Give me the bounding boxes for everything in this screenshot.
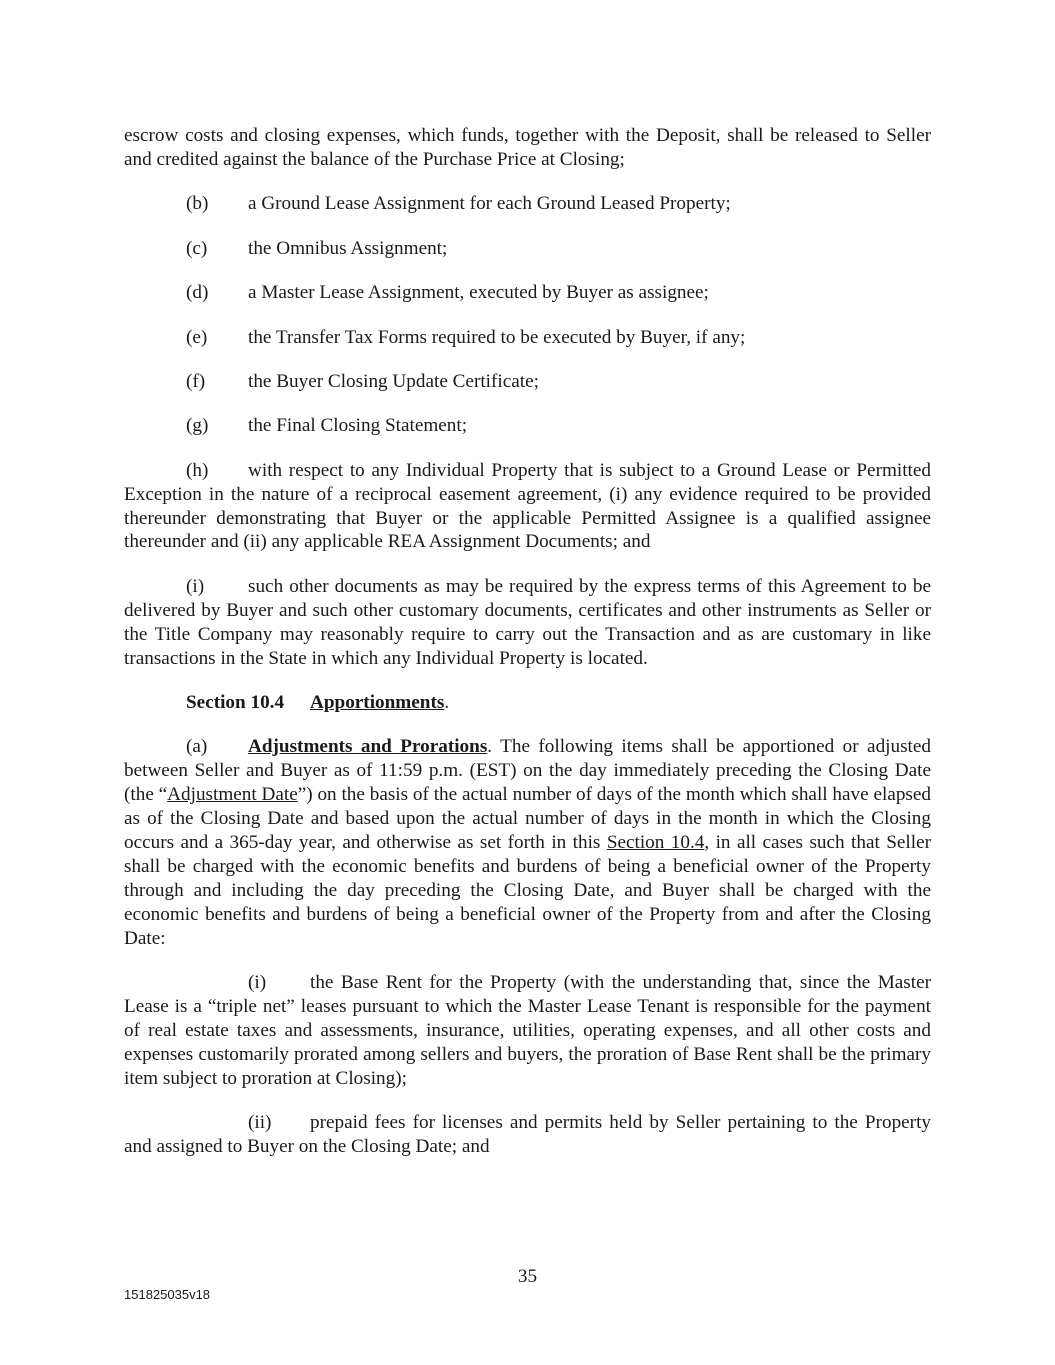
list-text-i: such other documents as may be required by the express terms of this Agreement to be delivered by Buyer and such other customary documents, certificates and other instruments as Seller or the Title Company may reasonably require to carry out the Transaction and as are customary in like transactions in the State in which any Individual Property is located. [124, 575, 931, 669]
section-title: Apportionments [310, 692, 445, 713]
list-label-b: (b) [186, 193, 209, 215]
paragraph-a-heading-period: . [487, 736, 493, 758]
list-label-d: (d) [186, 282, 209, 304]
sub-label-ii: (ii) [248, 1112, 272, 1134]
section-heading [124, 691, 931, 715]
list-item-g [124, 414, 931, 438]
paragraph-a-text-3: , in all cases such that Seller shall be charged with the economic benefits and burdens of being a beneficial owner of the Property through and including the day preceding the Closing Date, and Buyer shall be charged with the economic benefits and burdens of being a beneficial owner of the Property from and after the Closing Date: [124, 832, 931, 949]
section-number: Section 10.4 [186, 692, 285, 713]
list-text-f: the Buyer Closing Update Certificate; [248, 370, 539, 392]
paragraph-a-text-1: The following items shall be apportioned or adjusted between Seller and Buyer as of 11:59 p.m. (EST) on the day immediately preceding the Closing Date (the “ [124, 736, 931, 806]
list-label-e: (e) [186, 326, 208, 348]
paragraph-a [124, 735, 931, 950]
section-reference-link: Section 10.4 [606, 832, 705, 854]
page-number: 35 [517, 1266, 538, 1287]
list-item-b [124, 192, 931, 216]
list-text-e: the Transfer Tax Forms required to be executed by Buyer, if any; [248, 326, 746, 348]
intro-paragraph: escrow costs and closing expenses, which funds, together with the Deposit, shall be released to Seller and credited against the balance of the Purchase Price at Closing; [124, 125, 931, 170]
list-label-g: (g) [186, 415, 209, 437]
paragraph-a-text-2: ”) on the basis of the actual number of days of the month which shall have elapsed as of the Closing Date and based upon the actual number of days in the month in which the Closing occurs and a 365-day year, and otherwise as set forth in this [124, 784, 931, 854]
paragraph-a-label: (a) [186, 736, 208, 758]
list-label-h: (h) [186, 459, 209, 481]
list-item-h [124, 459, 931, 555]
section-period: . [444, 692, 450, 713]
sub-label-i: (i) [248, 972, 267, 994]
sub-text-ii: prepaid fees for licenses and permits held by Seller pertaining to the Property and assigned to Buyer on the Closing Date; and [124, 1112, 931, 1157]
list-item-e [124, 326, 931, 350]
sub-item-i [124, 971, 931, 1091]
sub-item-ii [124, 1111, 931, 1159]
list-label-c: (c) [186, 237, 208, 259]
list-label-i: (i) [186, 575, 205, 597]
sub-text-i: the Base Rent for the Property (with the understanding that, since the Master Lease is a “triple net” leases pursuant to which the Master Lease Tenant is responsible for the payment of real estate taxes and assessments, insurance, utilities, operating expenses, and all other costs and expenses customarily prorated among sellers and buyers, the proration of Base Rent shall be the primary item subject to proration at Closing); [124, 972, 931, 1089]
list-item-c [124, 237, 931, 261]
list-item-d [124, 281, 931, 305]
list-text-g: the Final Closing Statement; [248, 415, 468, 437]
paragraph-a-heading: Adjustments and Prorations [248, 736, 488, 758]
list-label-f: (f) [186, 370, 206, 392]
document-id: 151825035v18 [124, 1287, 211, 1302]
list-text-b: a Ground Lease Assignment for each Ground Leased Property; [248, 193, 731, 215]
list-item-i [124, 575, 931, 671]
list-text-c: the Omnibus Assignment; [248, 237, 448, 259]
defined-term-adjustment-date: Adjustment Date [167, 784, 298, 806]
list-text-h: with respect to any Individual Property that is subject to a Ground Lease or Permitted Exception in the nature of a reciprocal easement agreement, (i) any evidence required to be provided thereunder demonstrating that Buyer or the applicable Permitted Assignee is a qualified assignee thereunder and (ii) any applicable REA Assignment Documents; and [124, 459, 931, 553]
list-text-d: a Master Lease Assignment, executed by Buyer as assignee; [248, 282, 709, 304]
list-item-f [124, 370, 931, 394]
document-page [124, 124, 931, 1159]
